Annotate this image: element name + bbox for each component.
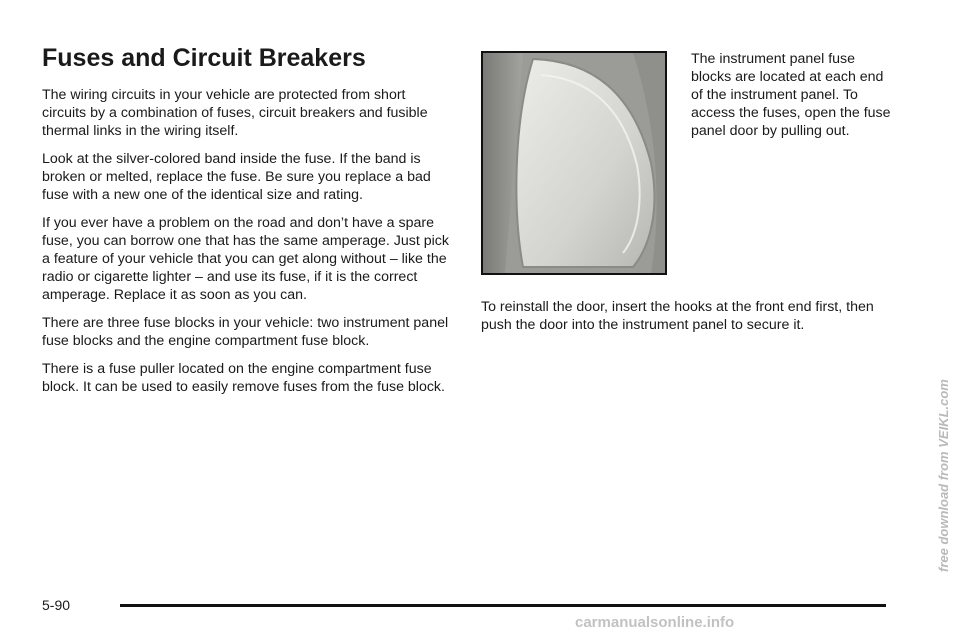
page-number: 5-90 (42, 597, 71, 613)
paragraph-silver-band: Look at the silver-colored band inside the fuse. If the band is broken or melted, replace the fuse. Be sure you replace a bad fuse with a new one of the identical size and rating. (42, 151, 431, 203)
fuse-panel-door-illustration (483, 53, 665, 273)
left-column (42, 86, 452, 406)
footer-rule (120, 604, 886, 607)
page-title: Fuses and Circuit Breakers (42, 44, 366, 72)
bottom-watermark: carmanualsonline.info (575, 614, 735, 631)
side-watermark: free download from VEIKL.com (936, 379, 951, 572)
fuse-panel-door-photo (481, 51, 667, 275)
paragraph-fuse-puller: There is a fuse puller located on the engine compartment fuse block. It can be used to easily remove fuses from the fuse block. (42, 361, 445, 395)
paragraph-spare-fuse: If you ever have a problem on the road and don’t have a spare fuse, you can borrow one that has the same amperage. Just pick a feature of your vehicle that you can get along without – like the radio or cigarette lighter – and use its fuse, if it is the correct amperage. Replace it as soon as you can. (42, 215, 449, 303)
figure-caption: The instrument panel fuse blocks are located at each end of the instrument panel. To access the fuses, open the fuse panel door by pulling out. (691, 51, 891, 139)
paragraph-fuse-blocks: There are three fuse blocks in your vehicle: two instrument panel fuse blocks and the engine compartment fuse block. (42, 315, 449, 349)
paragraph-fuse-protection: The wiring circuits in your vehicle are protected from short circuits by a combination of fuses, circuit breakers and fusible thermal links in the wiring itself. (42, 87, 428, 139)
paragraph-reinstall-door: To reinstall the door, insert the hooks at the front end first, then push the door into the instrument panel to secure it. (481, 299, 874, 333)
